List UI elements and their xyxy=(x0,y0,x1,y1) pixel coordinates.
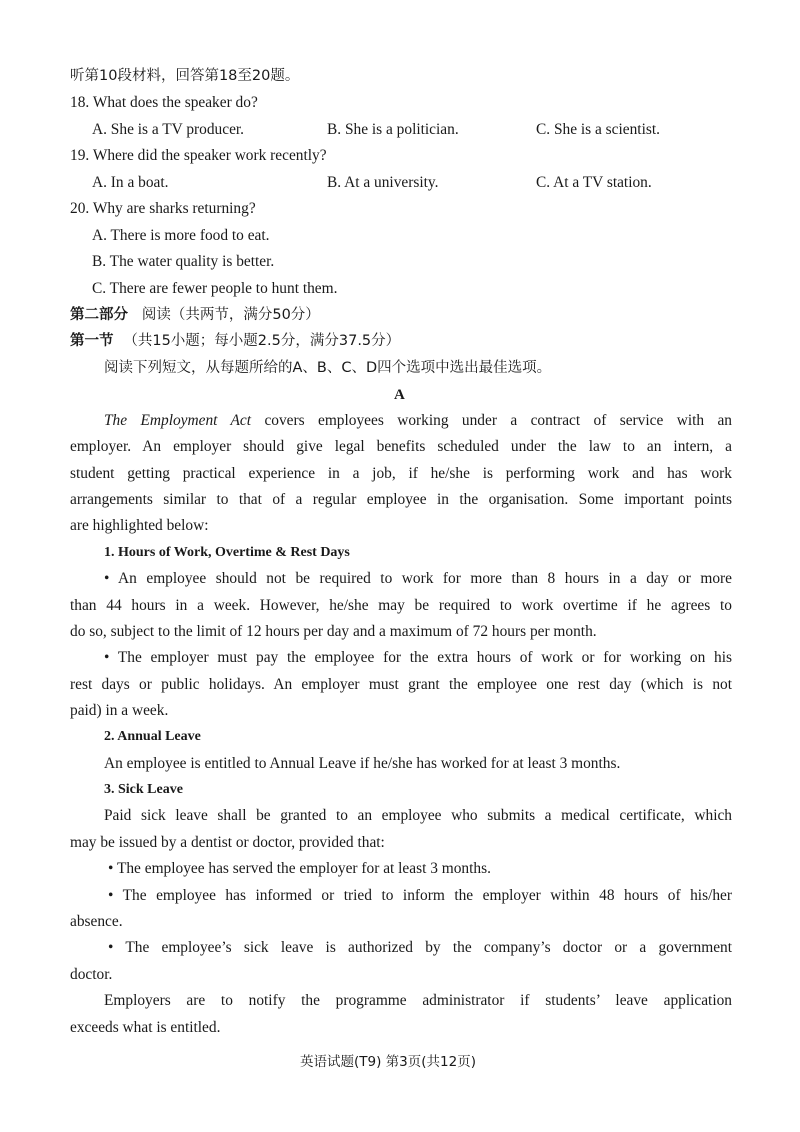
passage-letter: A xyxy=(394,387,405,403)
question-number: 18. xyxy=(70,94,90,111)
question-19 xyxy=(70,146,327,166)
hours-line-1: • An employee should not be required to work for more than 8 hours in a day or more xyxy=(104,570,732,587)
section1-instruction: 阅读下列短文，从每题所给的A、B、C、D四个选项中选出最佳选项。 xyxy=(104,360,552,376)
intro-line-4: arrangements similar to that of a regular employee in the organisation. Some important points xyxy=(70,491,732,508)
question-20 xyxy=(70,199,256,219)
question-number: 20. xyxy=(70,200,90,217)
section1-heading xyxy=(70,331,400,351)
pay-line-3: paid) in a week. xyxy=(70,702,169,719)
hours-line-3: do so, subject to the limit of 12 hours per day and a maximum of 72 hours per month. xyxy=(70,623,597,640)
pay-line-1: • The employer must pay the employee for the extra hours of work or for working on his xyxy=(104,649,732,666)
page-footer: 英语试题(T9) 第3页(共12页) xyxy=(300,1054,476,1070)
question-text: Where did the speaker work recently? xyxy=(92,147,327,164)
part2-heading xyxy=(70,305,320,325)
intro-line-5: are highlighted below: xyxy=(70,517,209,534)
question-text: What does the speaker do? xyxy=(92,94,258,111)
intro-line-3: student getting practical experience in a job, if he/she is performing work and has work xyxy=(70,465,732,482)
sick-line-1: Paid sick leave shall be granted to an employee who submits a medical certificate, which xyxy=(104,807,732,824)
part2-label: 第二部分 xyxy=(70,307,128,323)
intro-text: covers employees working under a contract of service with an xyxy=(251,412,732,429)
listening-intro: 听第10段材料，回答第18至20题。 xyxy=(70,68,300,84)
closing-line-1: Employers are to notify the programme administrator if students’ leave application xyxy=(104,992,732,1009)
sick-bullet-3-line-2: doctor. xyxy=(70,966,113,983)
option-20c: C. There are fewer people to hunt them. xyxy=(92,280,338,297)
intro-line-2: employer. An employer should give legal benefits scheduled under the law to an intern, a xyxy=(70,438,732,455)
sick-bullet-2-line-1: • The employee has informed or tried to inform the employer within 48 hours of his/her xyxy=(108,887,732,904)
option-18b: B. She is a politician. xyxy=(327,121,459,138)
option-19a: A. In a boat. xyxy=(92,174,169,191)
option-20b: B. The water quality is better. xyxy=(92,253,275,270)
option-18a: A. She is a TV producer. xyxy=(92,121,245,138)
option-18c: C. She is a scientist. xyxy=(536,121,660,138)
hours-line-2: than 44 hours in a week. However, he/she may be required to work overtime if he agrees to xyxy=(70,597,732,614)
pay-line-2: rest days or public holidays. An employer must grant the employee one rest day (which is not xyxy=(70,676,732,693)
section1-text: （共15小题；每小题2.5分，满分37.5分） xyxy=(123,333,401,349)
option-20a: A. There is more food to eat. xyxy=(92,227,270,244)
question-text: Why are sharks returning? xyxy=(92,200,256,217)
act-title: The Employment Act xyxy=(104,412,252,429)
part2-text: 阅读（共两节，满分50分） xyxy=(141,307,320,323)
question-18 xyxy=(70,93,258,113)
question-number: 19. xyxy=(70,147,90,164)
sick-line-2: may be issued by a dentist or doctor, provided that: xyxy=(70,834,385,851)
section1-label: 第一节 xyxy=(70,333,114,349)
sick-bullet-1: • The employee has served the employer for at least 3 months. xyxy=(108,860,491,877)
heading-hours: 1. Hours of Work, Overtime & Rest Days xyxy=(104,545,350,560)
annual-leave-text: An employee is entitled to Annual Leave if he/she has worked for at least 3 months. xyxy=(104,755,621,772)
heading-annual-leave: 2. Annual Leave xyxy=(104,729,201,744)
sick-bullet-3-line-1: • The employee’s sick leave is authorized by the company’s doctor or a government xyxy=(108,939,732,956)
option-19b: B. At a university. xyxy=(327,174,439,191)
sick-bullet-2-line-2: absence. xyxy=(70,913,123,930)
option-19c: C. At a TV station. xyxy=(536,174,652,191)
closing-line-2: exceeds what is entitled. xyxy=(70,1019,221,1036)
heading-sick-leave: 3. Sick Leave xyxy=(104,782,183,797)
intro-line-1 xyxy=(104,411,732,431)
